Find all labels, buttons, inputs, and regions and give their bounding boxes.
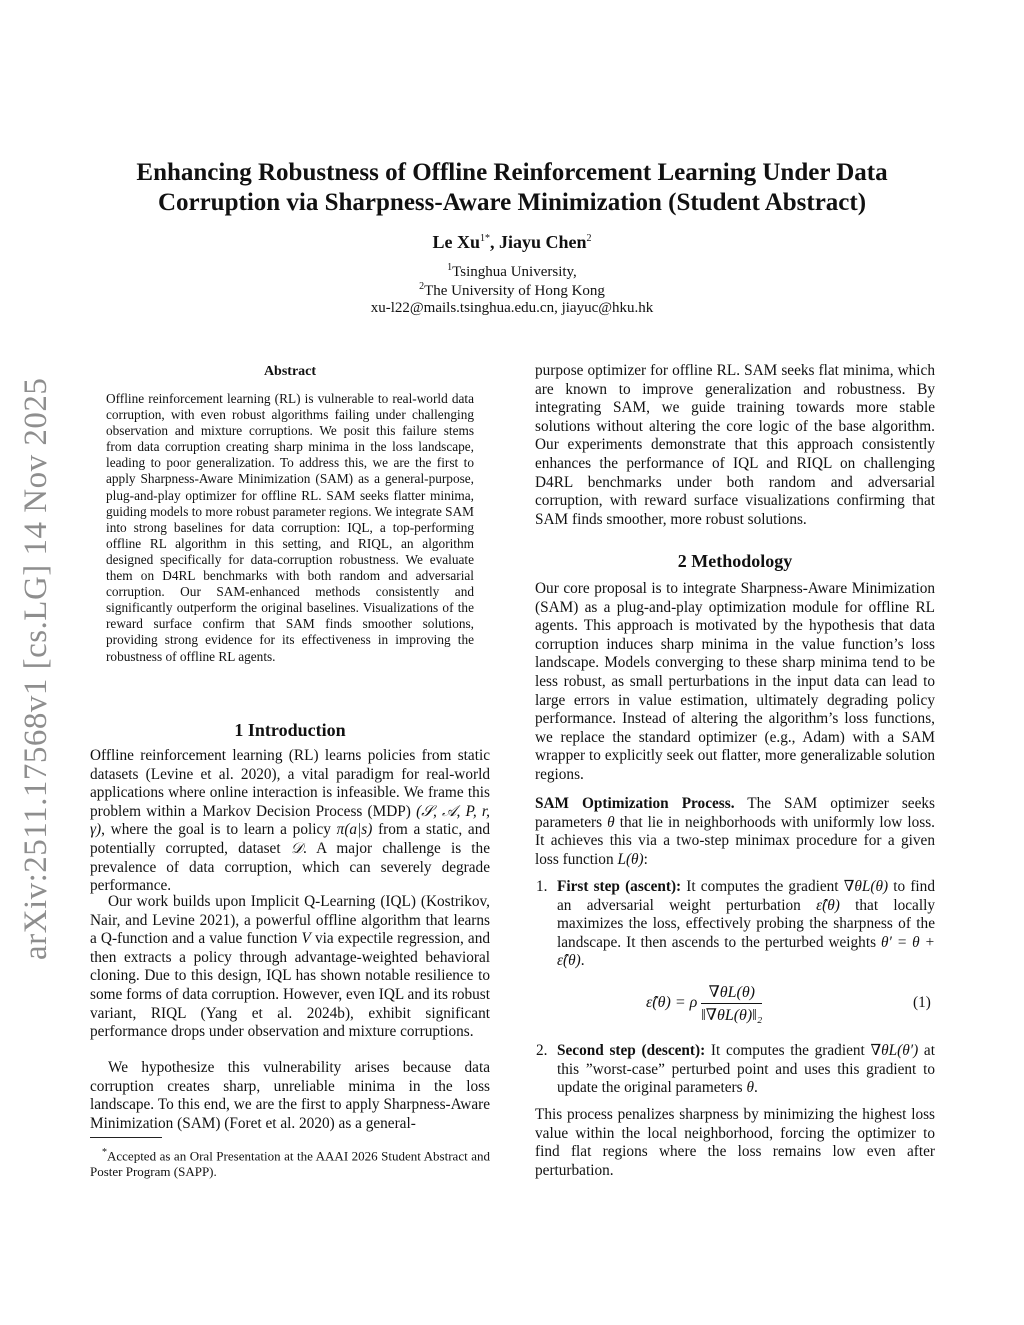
math-inline: ∇θL(θ) bbox=[843, 878, 889, 895]
text-run: , where the goal is to learn a policy bbox=[101, 821, 337, 839]
math-inline: θ bbox=[746, 1079, 754, 1097]
text-run: that lie in neighborhoods with uniformly low loss. It achieves this via a two-step minimax procedure for a given loss function bbox=[535, 813, 935, 868]
text-run: to find an adversarial weight perturbation bbox=[557, 878, 935, 914]
text-run: The SAM optimizer seeks parameters bbox=[535, 795, 935, 831]
equation-fraction bbox=[701, 982, 762, 1025]
text-run: via expectile regression, and then extracts a policy through advantage-weighted behavioral cloning. Due to this design, IQL has shown notable resilience to some forms of data corruption. However, even IQL and its robust variant, RIQL (Yang et al. 2024b), exhibit significant performance drops under observation and mixture corruptions. bbox=[90, 930, 490, 1041]
text-run: Offline reinforcement learning (RL) learns policies from static datasets (Levine et al. 2020), a vital paradigm for real-world applications where online interaction is infeasible. We frame this problem within a Markov Decision Process (MDP) bbox=[90, 747, 490, 820]
list-item-number: 2. bbox=[536, 1042, 548, 1059]
math-inline: L(θ) bbox=[617, 850, 644, 868]
affiliation bbox=[120, 262, 904, 281]
section-heading-methodology: 2 Methodology bbox=[677, 551, 793, 571]
text-run: . A major challenge is the prevalence of data corruption, which can severely degrade performance. bbox=[90, 839, 490, 895]
math-inline: ∇θL(θ′) bbox=[870, 1042, 919, 1059]
math-inline: θ bbox=[607, 813, 615, 831]
affiliation bbox=[120, 281, 904, 300]
equation-numerator: ∇θL(θ) bbox=[701, 982, 762, 1004]
footnote bbox=[90, 1145, 490, 1180]
math-inline: ε̂(θ) bbox=[816, 896, 840, 914]
section-heading-introduction: 1 Introduction bbox=[234, 720, 346, 740]
abstract-heading: Abstract bbox=[263, 364, 317, 379]
math-inline: π(a|s) bbox=[336, 821, 373, 839]
step-label: Second step (descent): bbox=[557, 1042, 706, 1059]
method-paragraph-1: Our core proposal is to integrate Sharpness-Aware Minimization (SAM) as a plug-and-play optimization module for offline RL agents. This approach is motivated by the hypothesis that data corruption induces sharp minima in the value function’s loss landscape. Models converging to these sharp minima tend to be less robust, as small perturbations in the input data can lead to large errors in value estimation, ultimately degrading policy performance. Instead of altering the algorithm’s loss functions, we replace the standard optimizer (e.g., Adam) with a SAM wrapper to explicitly seek out flatter, more generalizable solution regions. bbox=[535, 580, 935, 783]
text-run: . bbox=[753, 1079, 758, 1097]
list-item-number: 1. bbox=[536, 878, 548, 895]
sam-process-paragraph bbox=[535, 795, 935, 869]
author-affil-mark: 1* bbox=[479, 233, 490, 244]
footnote-rule bbox=[90, 1137, 162, 1138]
text-run: : bbox=[643, 850, 648, 868]
equation-number: (1) bbox=[913, 994, 931, 1011]
math-inline: (𝒮, 𝒜, P, r, γ) bbox=[90, 802, 490, 839]
author-name: Le Xu bbox=[432, 232, 480, 252]
author-name: Jiayu Chen bbox=[498, 232, 587, 252]
intro-paragraph-1 bbox=[90, 747, 490, 896]
footnote-mark: * bbox=[102, 1147, 107, 1158]
text-run: . bbox=[580, 952, 585, 970]
title-line-1: Enhancing Robustness of Offline Reinforcement Learning Under Data bbox=[136, 159, 888, 186]
text-run: from a static, and potentially corrupted, dataset bbox=[90, 821, 490, 857]
math-inline: 𝒟 bbox=[290, 839, 303, 857]
contact-emails: xu-l22@mails.tsinghua.edu.cn, jiayuc@hku.hk bbox=[370, 300, 654, 316]
list-item-second-step bbox=[557, 1042, 935, 1098]
text-run: It computes the gradient bbox=[681, 878, 844, 895]
step-label: First step (ascent): bbox=[557, 878, 682, 895]
affiliation-mark: 2 bbox=[419, 281, 425, 292]
affiliation-text: Tsinghua University, bbox=[452, 264, 577, 280]
text-run: Our work builds upon Implicit Q-Learning (IQL) (Kostrikov, Nair, and Levine 2021), a powerful offline algorithm that learns a Q-function and a value function bbox=[90, 893, 490, 948]
affiliation-mark: 1 bbox=[447, 262, 453, 273]
equation-denominator: ‖∇θL(θ)‖₂ bbox=[701, 1007, 763, 1024]
abstract-text: Offline reinforcement learning (RL) is vulnerable to real-world data corruption, with even robust algorithms failing under challenging observation and mixture corruptions. We posit this failure stems from data corruption creating sharp minima in the loss landscape, leading to poor generalization. To address this, we are the first to apply Sharpness-Aware Minimization (SAM) as a general-purpose, plug-and-play optimizer for offline RL. SAM seeks flatter minima, guiding models to more robust parameter regions. We integrate SAM into strong baselines for data corruption: IQL, a top-performing offline RL algorithm in this setting, and RIQL, an algorithm designed specifically for data-corruption robustness. We evaluate them on D4RL benchmarks with both random and adversarial corruption. Our SAM-enhanced methods consistently and significantly outperform the original baselines. Visualizations of the reward surface confirm that SAM finds smoother solutions, providing strong evidence for its effectiveness in improving the robustness of offline RL agents. bbox=[106, 391, 474, 664]
affiliation-text: The University of Hong Kong bbox=[424, 283, 605, 299]
arxiv-identifier-stamp: arXiv:2511.17568v1 [cs.LG] 14 Nov 2025 bbox=[18, 377, 54, 960]
title-line-2: Corruption via Sharpness-Aware Minimization (Student Abstract) bbox=[157, 189, 867, 216]
intro-paragraph-2 bbox=[90, 893, 490, 1042]
footnote-text: Accepted as an Oral Presentation at the AAAI 2026 Student Abstract and Poster Program (SAPP). bbox=[90, 1148, 490, 1180]
run-in-heading: SAM Optimization Process. bbox=[535, 795, 735, 812]
list-item-first-step bbox=[557, 878, 935, 971]
equation-lhs: ε̂(θ) = ρ bbox=[646, 994, 698, 1012]
text-run: It computes the gradient bbox=[705, 1042, 871, 1059]
text-run: that locally maximizes the loss, effectively probing the sharpness of the landscape. It then ascends to the perturbed weights bbox=[557, 896, 935, 951]
math-inline: θ′ = θ + ε̂(θ) bbox=[557, 933, 935, 970]
intro-paragraph-3-continued: purpose optimizer for offline RL. SAM seeks flat minima, which are known to improve generalization and robustness. By integrating SAM, we guide training towards more stable solutions without altering the core logic of the base algorithm. Our experiments demonstrate that this approach consistently enhances the performance of IQL and RIQL on challenging D4RL benchmarks under both random and adversarial corruption, with reward surface visualizations confirming that SAM finds smoother, more robust solutions. bbox=[535, 362, 935, 528]
author-list bbox=[120, 232, 904, 253]
intro-paragraph-3: We hypothesize this vulnerability arises because data corruption creates sharp, unreliable minima in the loss landscape. To this end, we are the first to apply Sharpness-Aware Minimization (SAM) (Foret et al. 2020) as a general- bbox=[90, 1059, 490, 1132]
math-inline: V bbox=[301, 930, 311, 948]
author-affil-mark: 2 bbox=[586, 233, 592, 244]
text-run: at this ”worst-case” perturbed point and uses this gradient to update the original parameters bbox=[557, 1042, 935, 1097]
method-closing-paragraph: This process penalizes sharpness by minimizing the highest loss value within the local neighborhood, forcing the optimizer to find flat regions where the loss remains low even after perturbation. bbox=[535, 1106, 935, 1179]
paper-title bbox=[120, 158, 904, 218]
author-separator: , bbox=[489, 232, 499, 252]
equation-1 bbox=[646, 982, 762, 1025]
